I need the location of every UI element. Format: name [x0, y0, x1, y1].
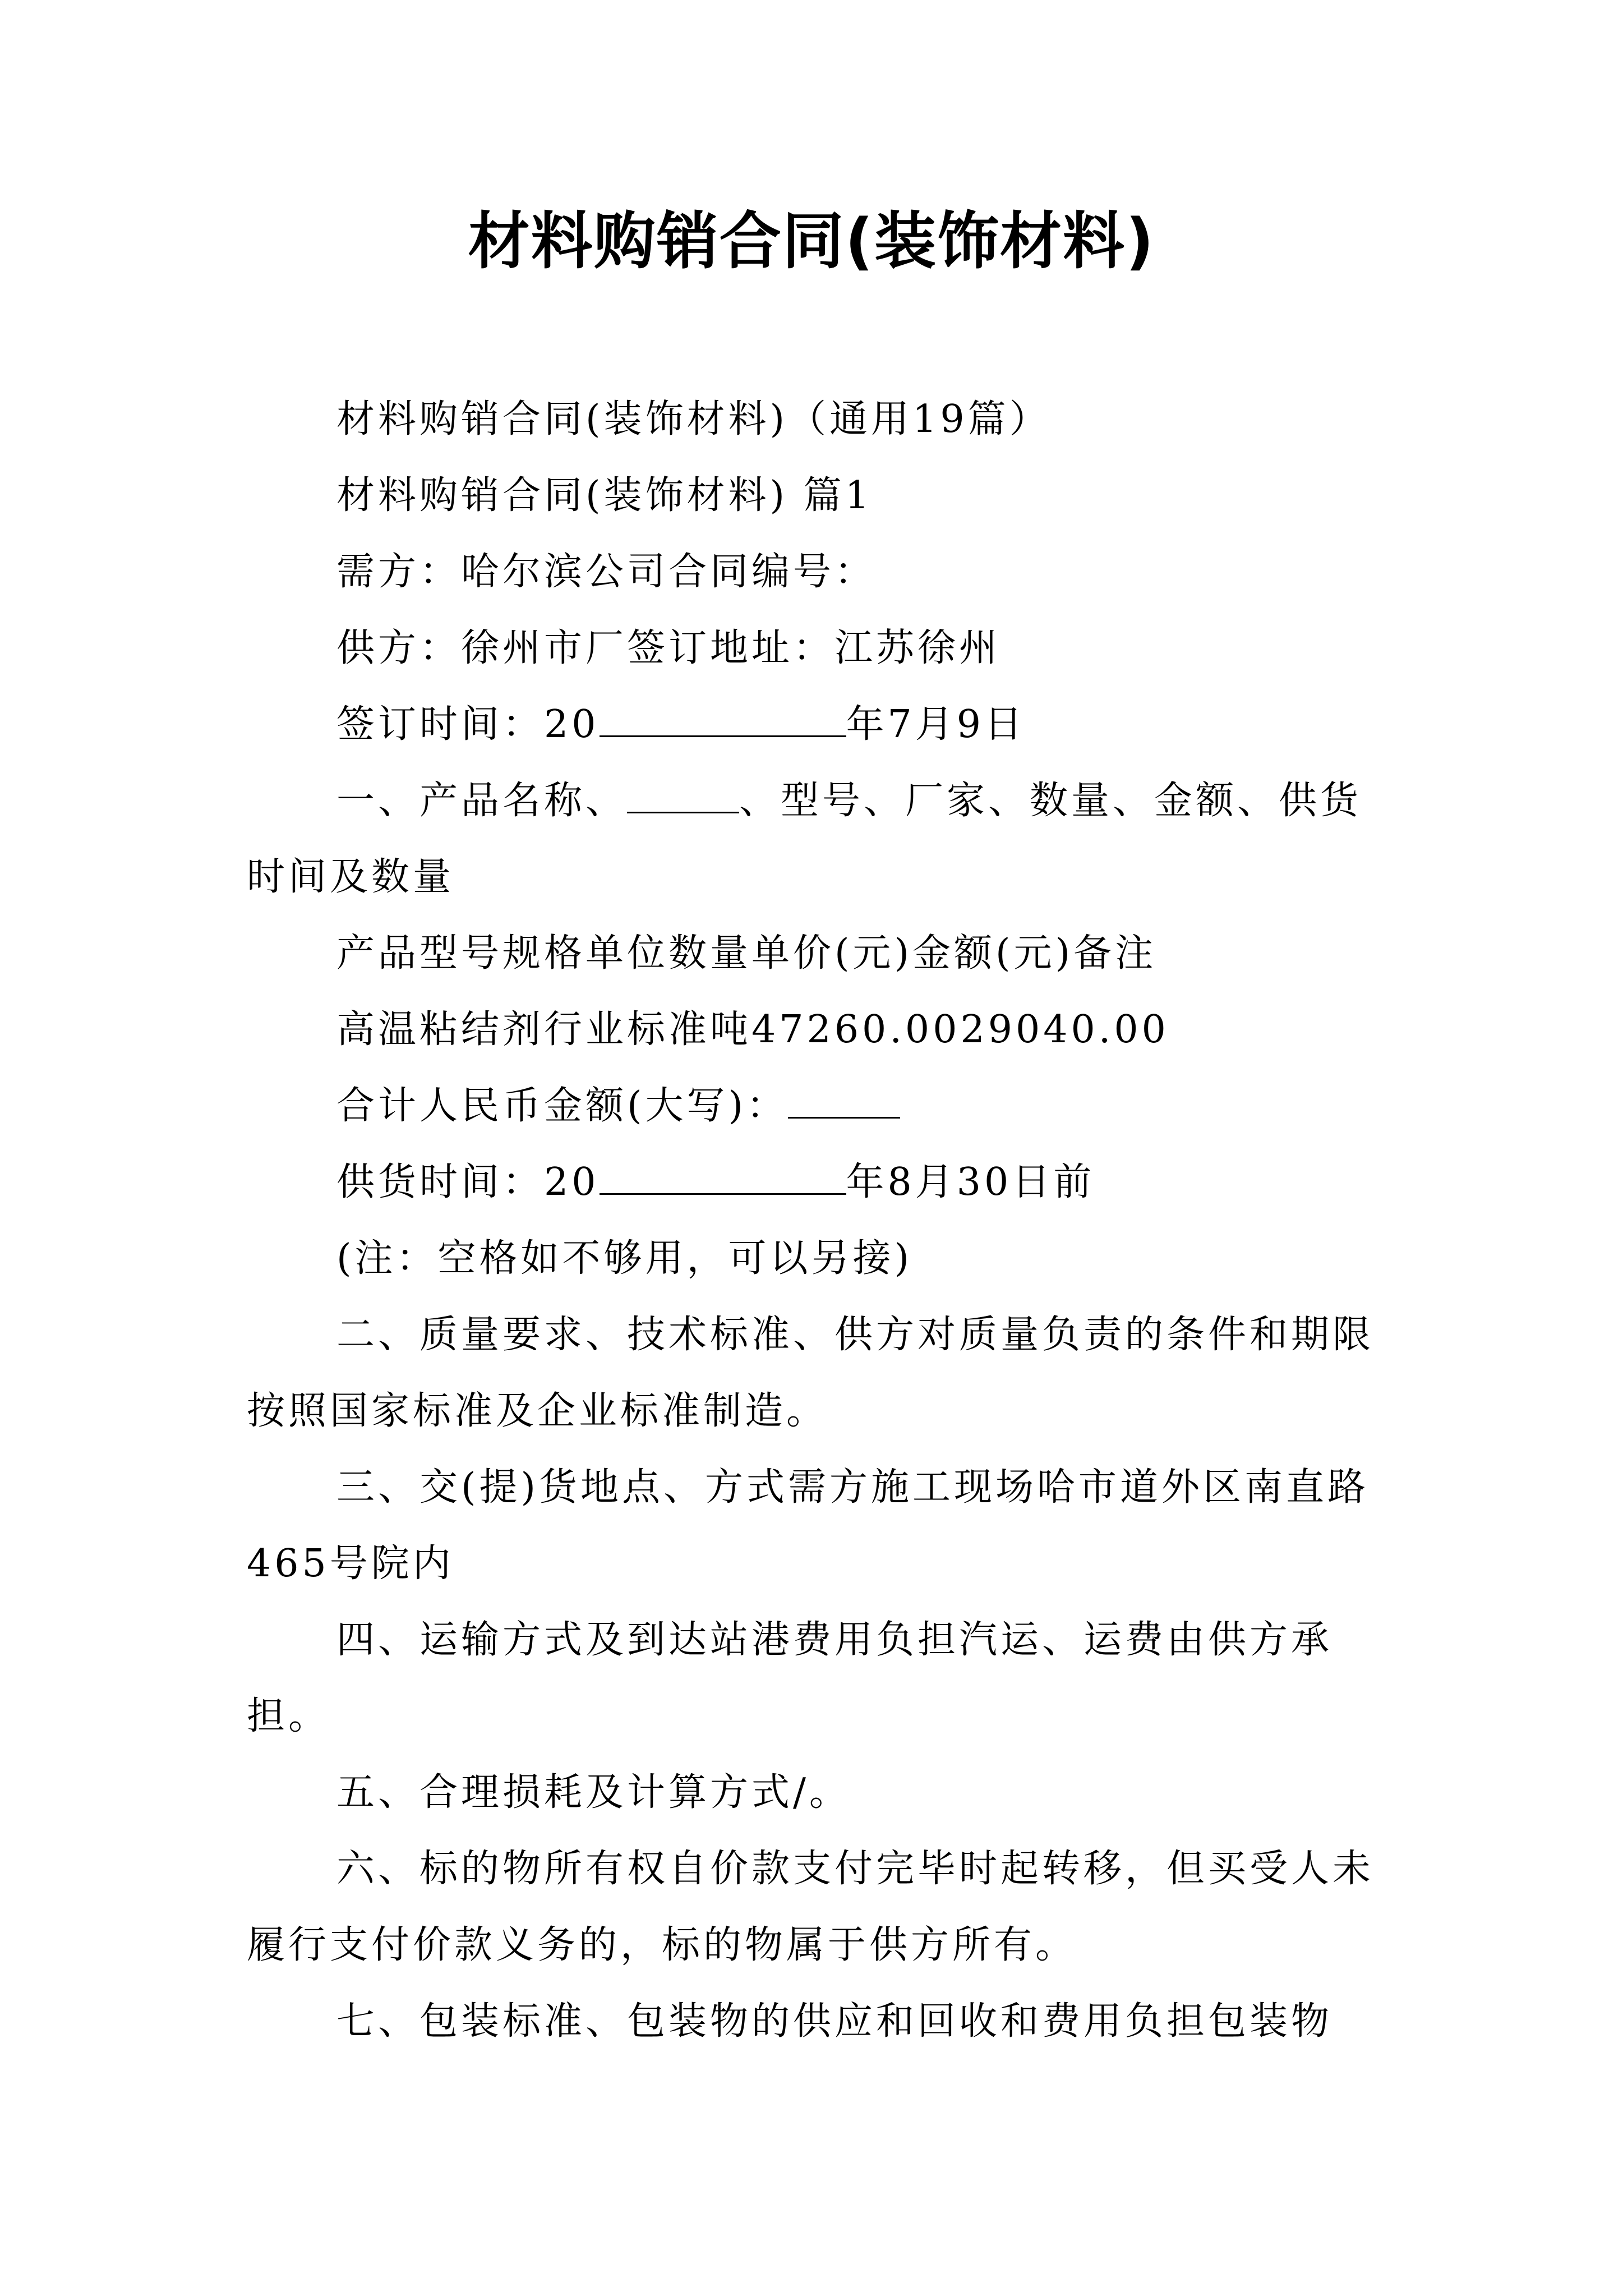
paragraph-clause-6: 六、标的物所有权自价款支付完毕时起转移，但买受人未履行支付价款义务的，标的物属于供方所有。 — [247, 1847, 1375, 1967]
clause-1-post: 、型号、厂家、数量、金额、供货时间及数量 — [247, 779, 1362, 899]
document-title: 材料购销合同(装饰材料) — [468, 205, 1155, 277]
paragraph-buyer: 需方：哈尔滨公司合同编号： — [336, 550, 877, 594]
delivery-year-blank — [600, 1159, 846, 1195]
delivery-time-date: 年8月30日前 — [846, 1160, 1095, 1204]
paragraph-subtitle: 材料购销合同(装饰材料)（通用19篇） — [336, 397, 1051, 441]
paragraph-clause-4: 四、运输方式及到达站港费用负担汽运、运费由供方承担。 — [247, 1618, 1333, 1738]
signing-year-blank — [600, 702, 846, 737]
paragraph-section-heading: 材料购销合同(装饰材料) 篇1 — [336, 473, 873, 518]
paragraph-clause-7: 七、包装标准、包装物的供应和回收和费用负担包装物 — [336, 1999, 1333, 2044]
clause-1-pre: 一、产品名称、 — [336, 779, 628, 823]
paragraph-product-row: 高温粘结剂行业标准吨47260.0029040.00 — [336, 1007, 1169, 1052]
paragraph-note: (注：空格如不够用，可以另接) — [336, 1236, 913, 1281]
total-amount-blank — [788, 1083, 900, 1119]
paragraph-clause-2: 二、质量要求、技术标准、供方对质量负责的条件和期限按照国家标准及企业标准制造。 — [247, 1313, 1375, 1433]
total-amount-label: 合计人民币金额(大写)： — [336, 1084, 789, 1128]
signing-time-label: 签订时间：20 — [336, 702, 600, 747]
paragraph-clause-5: 五、合理损耗及计算方式/。 — [336, 1770, 851, 1815]
paragraph-clause-1 — [247, 763, 1385, 915]
clause-1-blank — [627, 778, 739, 813]
paragraph-delivery-time — [247, 1144, 1385, 1221]
paragraph-product-header: 产品型号规格单位数量单价(元)金额(元)备注 — [336, 931, 1157, 976]
paragraph-total-amount — [247, 1068, 1385, 1144]
delivery-time-label: 供货时间：20 — [336, 1160, 600, 1204]
paragraph-signing-time — [247, 687, 1385, 763]
signing-time-date: 年7月9日 — [846, 702, 1026, 747]
document-body — [247, 381, 1385, 2060]
paragraph-clause-3: 三、交(提)货地点、方式需方施工现场哈市道外区南直路465号院内 — [247, 1465, 1370, 1586]
paragraph-supplier: 供方：徐州市厂签订地址：江苏徐州 — [336, 626, 1001, 670]
